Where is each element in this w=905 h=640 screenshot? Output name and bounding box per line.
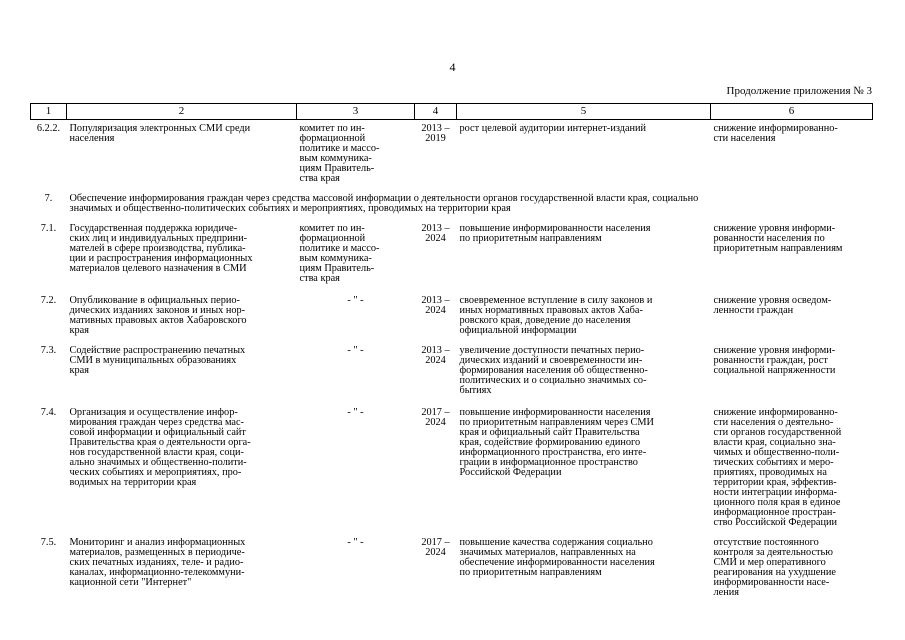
result-cell-line: повышение качества содержания социально <box>459 537 653 548</box>
risk-cell-line: власти края, социально зна- <box>713 437 836 448</box>
risk-cell-line: снижение уровня информи- <box>713 223 836 234</box>
measure-cell-line: ции и распространения информационных <box>69 253 253 264</box>
result-cell-line: увеличение доступности печатных перио- <box>459 345 645 356</box>
measure-cell <box>67 224 297 284</box>
measure-cell-line: каналах, информационно-телекоммуни- <box>69 567 245 578</box>
period-cell <box>415 120 457 185</box>
result-cell-line: повышение информированности населения <box>459 407 651 418</box>
executor-cell-line: формационной <box>299 233 366 244</box>
measure-cell-line: кационной сети "Интернет" <box>69 577 192 588</box>
executor-cell-line: формационной <box>299 133 366 144</box>
executor-cell-line: циям Правитель- <box>299 163 375 174</box>
risk-cell-line: рованности граждан, рост <box>713 355 828 366</box>
risk-cell-line: социальной напряженности <box>713 365 836 376</box>
page-number: 4 <box>449 60 456 74</box>
result-cell-line: дических изданий и своевременности ин- <box>459 355 643 366</box>
measure-cell-line: водимых на территории края <box>69 477 197 488</box>
measure-cell-line: мативных правовых актов Хабаровского <box>69 315 247 326</box>
result-cell-line: грации в информационное пространство <box>459 457 638 468</box>
risk-cell-line: контроля за деятельностью <box>713 547 833 558</box>
result-cell-line: обеспечение информированности населения <box>459 557 655 568</box>
header-col-2: 2 <box>67 104 297 120</box>
period-cell <box>415 224 457 284</box>
executor-cell-line: ства края <box>299 273 340 284</box>
measure-cell-line: нов государственной власти края, соци- <box>69 447 244 458</box>
executor-cell-line: политике и массо- <box>299 143 380 154</box>
risk-cell-line: ленности граждан <box>713 305 794 316</box>
period-cell <box>415 346 457 396</box>
period-cell-line: 2024 <box>425 417 446 428</box>
result-cell-line: официальной информации <box>459 325 577 336</box>
risk-cell-line: реагирования на ухудшение <box>713 567 836 578</box>
executor-cell-line: вым коммуника- <box>299 253 372 264</box>
measure-cell-line: ческих событиях и мероприятиях, про- <box>69 467 242 478</box>
risk-cell-line: ционного поля края в единое <box>713 497 841 508</box>
risk-cell-line: информационное простран- <box>713 507 836 518</box>
measure-cell-line: Опубликование в официальных перио- <box>69 295 240 306</box>
result-cell-line: по приоритетным направлениям через СМИ <box>459 417 654 428</box>
risk-cell <box>711 224 873 284</box>
period-cell-line: 2024 <box>425 233 446 244</box>
table-row <box>31 224 873 284</box>
header-col-4: 4 <box>415 104 457 120</box>
period-cell-line: 2013 – <box>421 295 450 306</box>
measure-cell-line: Организация и осуществление инфор- <box>69 407 238 418</box>
period-cell <box>415 408 457 528</box>
risk-cell-line: снижение уровня осведом- <box>713 295 832 306</box>
executor-cell-line: комитет по ин- <box>299 123 365 134</box>
measure-cell-line: края <box>69 325 89 336</box>
measure-cell <box>67 296 297 336</box>
result-cell-line: информационного пространства, его инте- <box>459 447 647 458</box>
risk-cell-line: ления <box>713 587 739 598</box>
header-col-5: 5 <box>457 104 711 120</box>
result-cell-line: своевременное вступление в силу законов и <box>459 295 653 306</box>
header-col-3: 3 <box>297 104 415 120</box>
section-title <box>67 194 873 214</box>
measure-cell-line: Мониторинг и анализ информационных <box>69 537 246 548</box>
executor-cell <box>297 224 415 284</box>
executor-cell-line: циям Правитель- <box>299 263 375 274</box>
header-col-6: 6 <box>711 104 873 120</box>
executor-cell <box>297 346 415 396</box>
result-cell-line: по приоритетным направлениям <box>459 567 602 578</box>
executor-cell-line: - " - <box>347 407 364 418</box>
period-cell-line: 2017 – <box>421 407 450 418</box>
period-cell-line: 2024 <box>425 547 446 558</box>
table-row <box>31 408 873 528</box>
measures-table <box>30 103 873 598</box>
risk-cell-line: ство Российской Федерации <box>713 517 838 528</box>
measure-cell <box>67 408 297 528</box>
risk-cell-line: снижение информированно- <box>713 407 838 418</box>
measure-cell-line: Содействие распространению печатных <box>69 345 246 356</box>
measure-cell-line: дических изданиях законов и иных нор- <box>69 305 246 316</box>
executor-cell-line: - " - <box>347 345 364 356</box>
measure-cell-line: совой информации и официальный сайт <box>69 427 246 438</box>
section-title-line: Обеспечение информирования граждан через средства массовой информации о деятельности органов государственной власти края, социально <box>69 193 699 204</box>
executor-cell-line: вым коммуника- <box>299 153 372 164</box>
risk-cell-line: информированности насе- <box>713 577 830 588</box>
period-cell <box>415 538 457 598</box>
measure-cell-line: материалов целевого назначения в СМИ <box>69 263 247 274</box>
risk-cell-line: сти органов государственной <box>713 427 842 438</box>
period-cell-line: 2017 – <box>421 537 450 548</box>
risk-cell-line: тических событиях и меро- <box>713 457 834 468</box>
measure-cell-line: края <box>69 365 89 376</box>
measure-cell-line: мателей в сфере производства, публика- <box>69 243 246 254</box>
measure-cell-line: населения <box>69 133 115 144</box>
risk-cell-line: снижение уровня информи- <box>713 345 836 356</box>
measure-cell <box>67 346 297 396</box>
measure-cell-line: материалов, размещенных в периодиче- <box>69 547 245 558</box>
result-cell <box>457 346 711 396</box>
result-cell <box>457 538 711 598</box>
continuation-label: Продолжение приложения № 3 <box>726 85 872 97</box>
result-cell <box>457 408 711 528</box>
period-cell <box>415 296 457 336</box>
result-cell-line: значимых материалов, направленных на <box>459 547 636 558</box>
result-cell-line: иных нормативных правовых актов Хаба- <box>459 305 643 316</box>
measure-cell-line: Государственная поддержка юридиче- <box>69 223 238 234</box>
period-cell-line: 2013 – <box>421 223 450 234</box>
risk-cell <box>711 408 873 528</box>
measure-cell-line: СМИ в муниципальных образованиях <box>69 355 237 366</box>
measure-cell <box>67 538 297 598</box>
measure-cell <box>67 120 297 185</box>
table-row <box>31 346 873 396</box>
measure-cell-line: ских лиц и индивидуальных предприни- <box>69 233 248 244</box>
section-title-line: значимых и общественно-политических событиях и мероприятиях, проводимых на территории края <box>69 203 511 214</box>
result-cell <box>457 120 711 185</box>
row-number: 7.4. <box>40 407 57 418</box>
result-cell-line: бытиях <box>459 385 492 396</box>
result-cell-line: повышение информированности населения <box>459 223 651 234</box>
result-cell-line: края, содействие формированию единого <box>459 437 641 448</box>
risk-cell-line: приоритетным направлениям <box>713 243 843 254</box>
result-cell <box>457 224 711 284</box>
executor-cell <box>297 408 415 528</box>
risk-cell <box>711 346 873 396</box>
executor-cell-line: политике и массо- <box>299 243 380 254</box>
risk-cell-line: отсутствие постоянного <box>713 537 819 548</box>
measure-cell-line: Правительства края о деятельности орга- <box>69 437 251 448</box>
measure-cell-line: Популяризация электронных СМИ среди <box>69 123 251 134</box>
period-cell-line: 2024 <box>425 305 446 316</box>
risk-cell-line: снижение информированно- <box>713 123 838 134</box>
row-number: 6.2.2. <box>36 123 61 134</box>
result-cell-line: политических и о социально значимых со- <box>459 375 647 386</box>
result-cell-line: ровского края, доведение до населения <box>459 315 631 326</box>
risk-cell <box>711 538 873 598</box>
risk-cell-line: территории края, эффектив- <box>713 477 837 488</box>
result-cell-line: Российской Федерации <box>459 467 562 478</box>
risk-cell <box>711 296 873 336</box>
table-header <box>31 104 873 120</box>
measure-cell-line: мирования граждан через средства мас- <box>69 417 244 428</box>
header-col-1: 1 <box>31 104 67 120</box>
table-row <box>31 538 873 598</box>
result-cell <box>457 296 711 336</box>
risk-cell-line: СМИ и мер оперативного <box>713 557 826 568</box>
result-cell-line: края и официальный сайт Правительства <box>459 427 640 438</box>
period-cell-line: 2013 – <box>421 123 450 134</box>
period-cell-line: 2013 – <box>421 345 450 356</box>
risk-cell-line: сти населения <box>713 133 776 144</box>
row-number: 7.3. <box>40 345 57 356</box>
table-row <box>31 194 873 214</box>
result-cell-line: формирования населения об общественно- <box>459 365 648 376</box>
result-cell-line: рост целевой аудитории интернет-изданий <box>459 123 647 134</box>
executor-cell-line: - " - <box>347 295 364 306</box>
risk-cell-line: сти населения о деятельно- <box>713 417 834 428</box>
executor-cell <box>297 120 415 185</box>
period-cell-line: 2019 <box>425 133 446 144</box>
result-cell-line: по приоритетным направлениям <box>459 233 602 244</box>
executor-cell-line: - " - <box>347 537 364 548</box>
table-row <box>31 120 873 185</box>
executor-cell-line: ства края <box>299 173 340 184</box>
risk-cell-line: приятиях, проводимых на <box>713 467 827 478</box>
risk-cell-line: рованности населения по <box>713 233 825 244</box>
period-cell-line: 2024 <box>425 355 446 366</box>
row-number: 7.5. <box>40 537 57 548</box>
row-number: 7.1. <box>40 223 57 234</box>
row-number: 7.2. <box>40 295 57 306</box>
executor-cell-line: комитет по ин- <box>299 223 365 234</box>
executor-cell <box>297 538 415 598</box>
table-row <box>31 296 873 336</box>
measure-cell-line: ально значимых и общественно-полити- <box>69 457 247 468</box>
row-number: 7. <box>44 193 53 204</box>
measure-cell-line: ских печатных изданиях, теле- и радио- <box>69 557 244 568</box>
executor-cell <box>297 296 415 336</box>
risk-cell-line: чимых и общественно-поли- <box>713 447 840 458</box>
risk-cell-line: ности интеграции информа- <box>713 487 837 498</box>
risk-cell <box>711 120 873 185</box>
